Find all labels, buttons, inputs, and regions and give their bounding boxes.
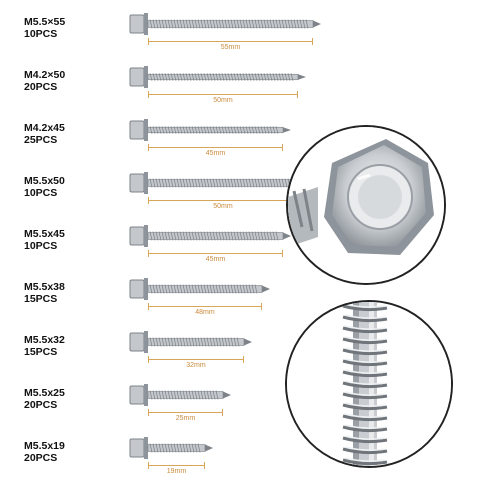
screw-image	[130, 383, 231, 407]
quantity-label: 25PCS	[24, 134, 58, 146]
screw-image	[130, 224, 291, 248]
size-label: M5.5x50	[24, 175, 65, 187]
spec-label	[24, 440, 65, 464]
product-row	[0, 167, 290, 217]
thread-detail-zoom	[285, 300, 453, 468]
length-dimension-line	[148, 147, 283, 148]
quantity-label: 10PCS	[24, 187, 58, 199]
length-dimension-line	[148, 465, 205, 466]
spec-label	[24, 281, 65, 305]
screw-image	[130, 118, 291, 142]
quantity-label: 10PCS	[24, 240, 58, 252]
quantity-label: 10PCS	[24, 28, 58, 40]
thread-closeup-icon	[287, 302, 451, 466]
length-label: 45mm	[205, 150, 226, 157]
length-label: 50mm	[213, 203, 233, 210]
length-dimension-line	[148, 41, 313, 42]
length-dimension-line	[148, 253, 283, 254]
length-label: 25mm	[175, 415, 196, 422]
spec-label	[24, 69, 65, 93]
size-label: M5.5x25	[24, 387, 65, 399]
screw-image	[130, 65, 306, 89]
length-label: 32mm	[186, 362, 206, 369]
size-label: M5.5×55	[24, 16, 66, 28]
product-row	[0, 273, 290, 323]
length-dimension-line	[148, 94, 298, 95]
length-label: 48mm	[195, 309, 215, 316]
length-label: 50mm	[213, 97, 233, 104]
length-label: 45mm	[205, 256, 226, 263]
length-dimension-line	[148, 359, 244, 360]
size-label: M5.5x32	[24, 334, 65, 346]
product-row	[0, 220, 290, 270]
size-label: M5.5x45	[24, 228, 65, 240]
spec-label	[24, 334, 65, 358]
product-row	[0, 8, 290, 58]
length-dimension-line	[148, 306, 262, 307]
screw-image	[130, 436, 213, 460]
spec-label	[24, 16, 65, 40]
quantity-label: 15PCS	[24, 293, 58, 305]
screw-image	[130, 171, 306, 195]
size-label: M4.2x45	[24, 122, 65, 134]
product-row	[0, 61, 290, 111]
head-detail-zoom	[286, 125, 446, 285]
size-label: M4.2×50	[24, 69, 66, 81]
hex-head-closeup-icon	[288, 127, 444, 283]
spec-label	[24, 175, 65, 199]
size-label: M5.5x19	[24, 440, 65, 452]
product-row	[0, 379, 290, 429]
spec-label	[24, 387, 65, 411]
length-dimension-line	[148, 200, 298, 201]
product-row	[0, 114, 290, 164]
spec-label	[24, 228, 65, 252]
product-row	[0, 432, 290, 482]
screw-image	[130, 12, 321, 36]
screw-image	[130, 330, 252, 354]
product-row	[0, 326, 290, 376]
length-label: 19mm	[166, 468, 187, 475]
quantity-label: 20PCS	[24, 81, 58, 93]
quantity-label: 20PCS	[24, 452, 58, 464]
quantity-label: 20PCS	[24, 399, 58, 411]
size-label: M5.5x38	[24, 281, 65, 293]
spec-label	[24, 122, 65, 146]
screw-image	[130, 277, 270, 301]
length-dimension-line	[148, 412, 223, 413]
length-label: 55mm	[220, 44, 241, 51]
quantity-label: 15PCS	[24, 346, 58, 358]
